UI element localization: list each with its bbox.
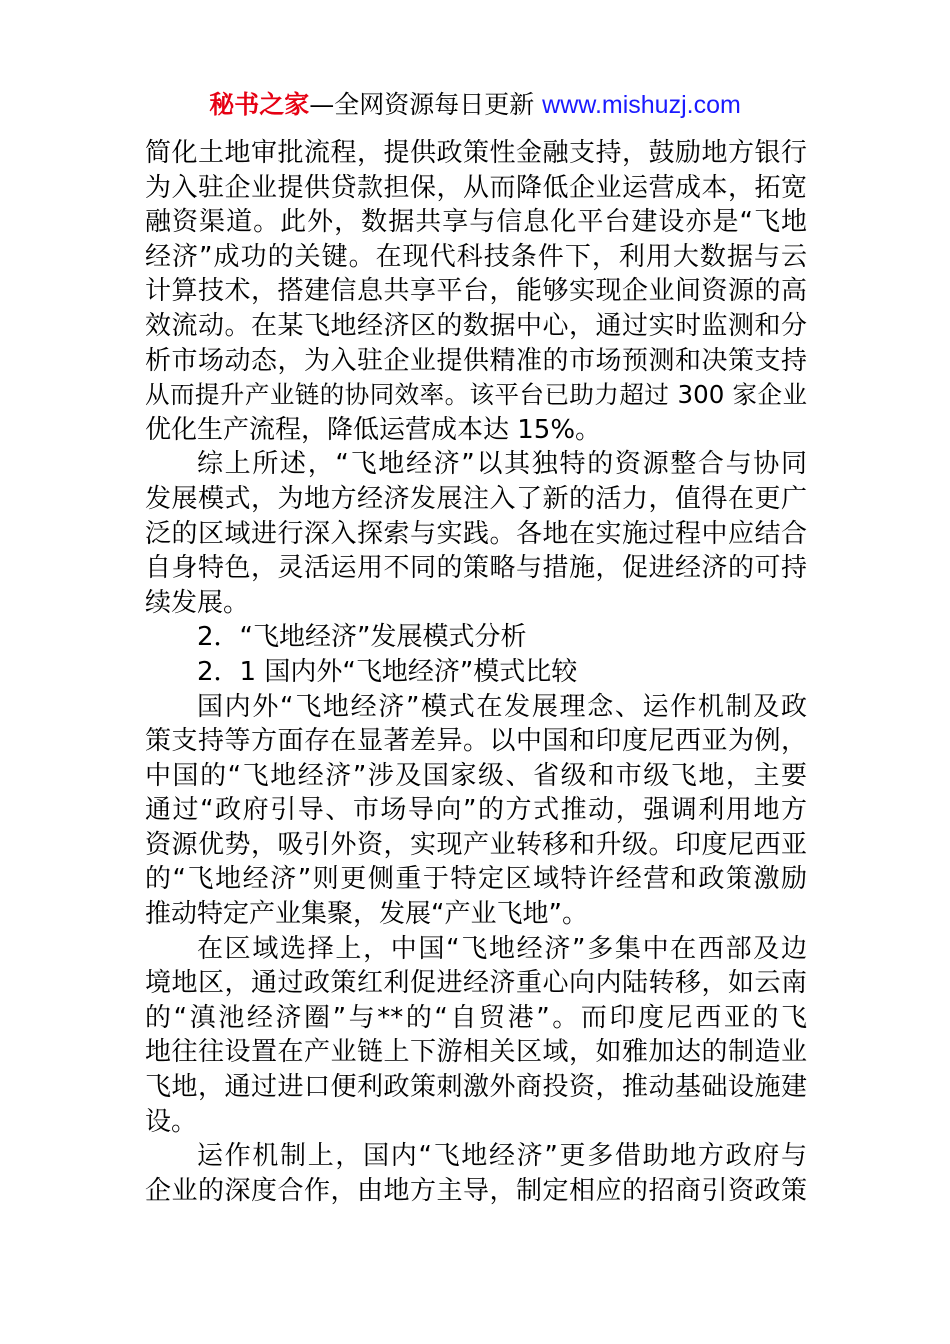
text-line: 从而提升产业链的协同效率。该平台已助力超过 300 家企业 (145, 380, 807, 410)
text-line: 推动特定产业集聚，发展“产业飞地”。 (145, 899, 588, 930)
text-line: 泛的区域进行深入探索与实践。各地在实施过程中应结合 (145, 518, 807, 549)
text-line: 运作机制上，国内“飞地经济”更多借助地方政府与 (197, 1141, 807, 1172)
text-line: 综上所述，“飞地经济”以其独特的资源整合与协同 (197, 449, 807, 480)
text-line: 融资渠道。此外，数据共享与信息化平台建设亦是“飞地 (145, 207, 807, 238)
text-line: 发展模式，为地方经济发展注入了新的活力，值得在更广 (145, 483, 807, 514)
text-line: 计算技术，搭建信息共享平台，能够实现企业间资源的高 (145, 276, 807, 307)
text-line: 中国的“飞地经济”涉及国家级、省级和市级飞地，主要 (145, 760, 807, 791)
text-line: 资源优势，吸引外资，实现产业转移和升级。印度尼西亚 (145, 829, 807, 860)
text-line: 续发展。 (145, 587, 250, 618)
text-line: 效流动。在某飞地经济区的数据中心，通过实时监测和分 (145, 310, 807, 341)
text-line: 的“滇池经济圈”与**的“自贸港”。而印度尼西亚的飞 (145, 1002, 807, 1033)
text-line: 设。 (145, 1106, 198, 1137)
text-line: 企业的深度合作，由地方主导，制定相应的招商引资政策 (145, 1175, 807, 1206)
text-line: 简化土地审批流程，提供政策性金融支持，鼓励地方银行 (145, 138, 807, 168)
text-line: 地往往设置在产业链上下游相关区域，如雅加达的制造业 (145, 1037, 807, 1068)
text-line: 的“飞地经济”则更侧重于特定区域特许经营和政策激励 (145, 864, 807, 895)
site-url[interactable]: www.mishuzj.com (542, 91, 741, 119)
text-line: 国内外“飞地经济”模式在发展理念、运作机制及政 (197, 691, 807, 722)
text-line: 通过“政府引导、市场导向”的方式推动，强调利用地方 (145, 795, 807, 826)
text-line: 优化生产流程，降低运营成本达 15%。 (145, 414, 602, 445)
text-line: 经济”成功的关键。在现代科技条件下，利用大数据与云 (145, 241, 807, 272)
document-body (145, 136, 807, 1208)
text-line: 自身特色，灵活运用不同的策略与措施，促进经济的可持 (145, 553, 807, 584)
text-line: 析市场动态，为入驻企业提供精准的市场预测和决策支持 (145, 345, 807, 376)
site-tagline: —全网资源每日更新 (309, 90, 543, 119)
text-line: 在区域选择上，中国“飞地经济”多集中在西部及边 (197, 933, 807, 964)
section-heading: 2．1 国内外“飞地经济”模式比较 (197, 656, 578, 687)
text-line: 策支持等方面存在显著差异。以中国和印度尼西亚为例， (145, 726, 807, 757)
text-line: 飞地，通过进口便利政策刺激外商投资，推动基础设施建 (145, 1072, 807, 1103)
text-line: 境地区，通过政策红利促进经济重心向内陆转移，如云南 (145, 968, 807, 999)
section-heading: 2．“飞地经济”发展模式分析 (197, 622, 527, 653)
page-header (0, 88, 950, 122)
site-brand: 秘书之家 (209, 90, 310, 119)
text-line: 为入驻企业提供贷款担保，从而降低企业运营成本，拓宽 (145, 172, 807, 203)
